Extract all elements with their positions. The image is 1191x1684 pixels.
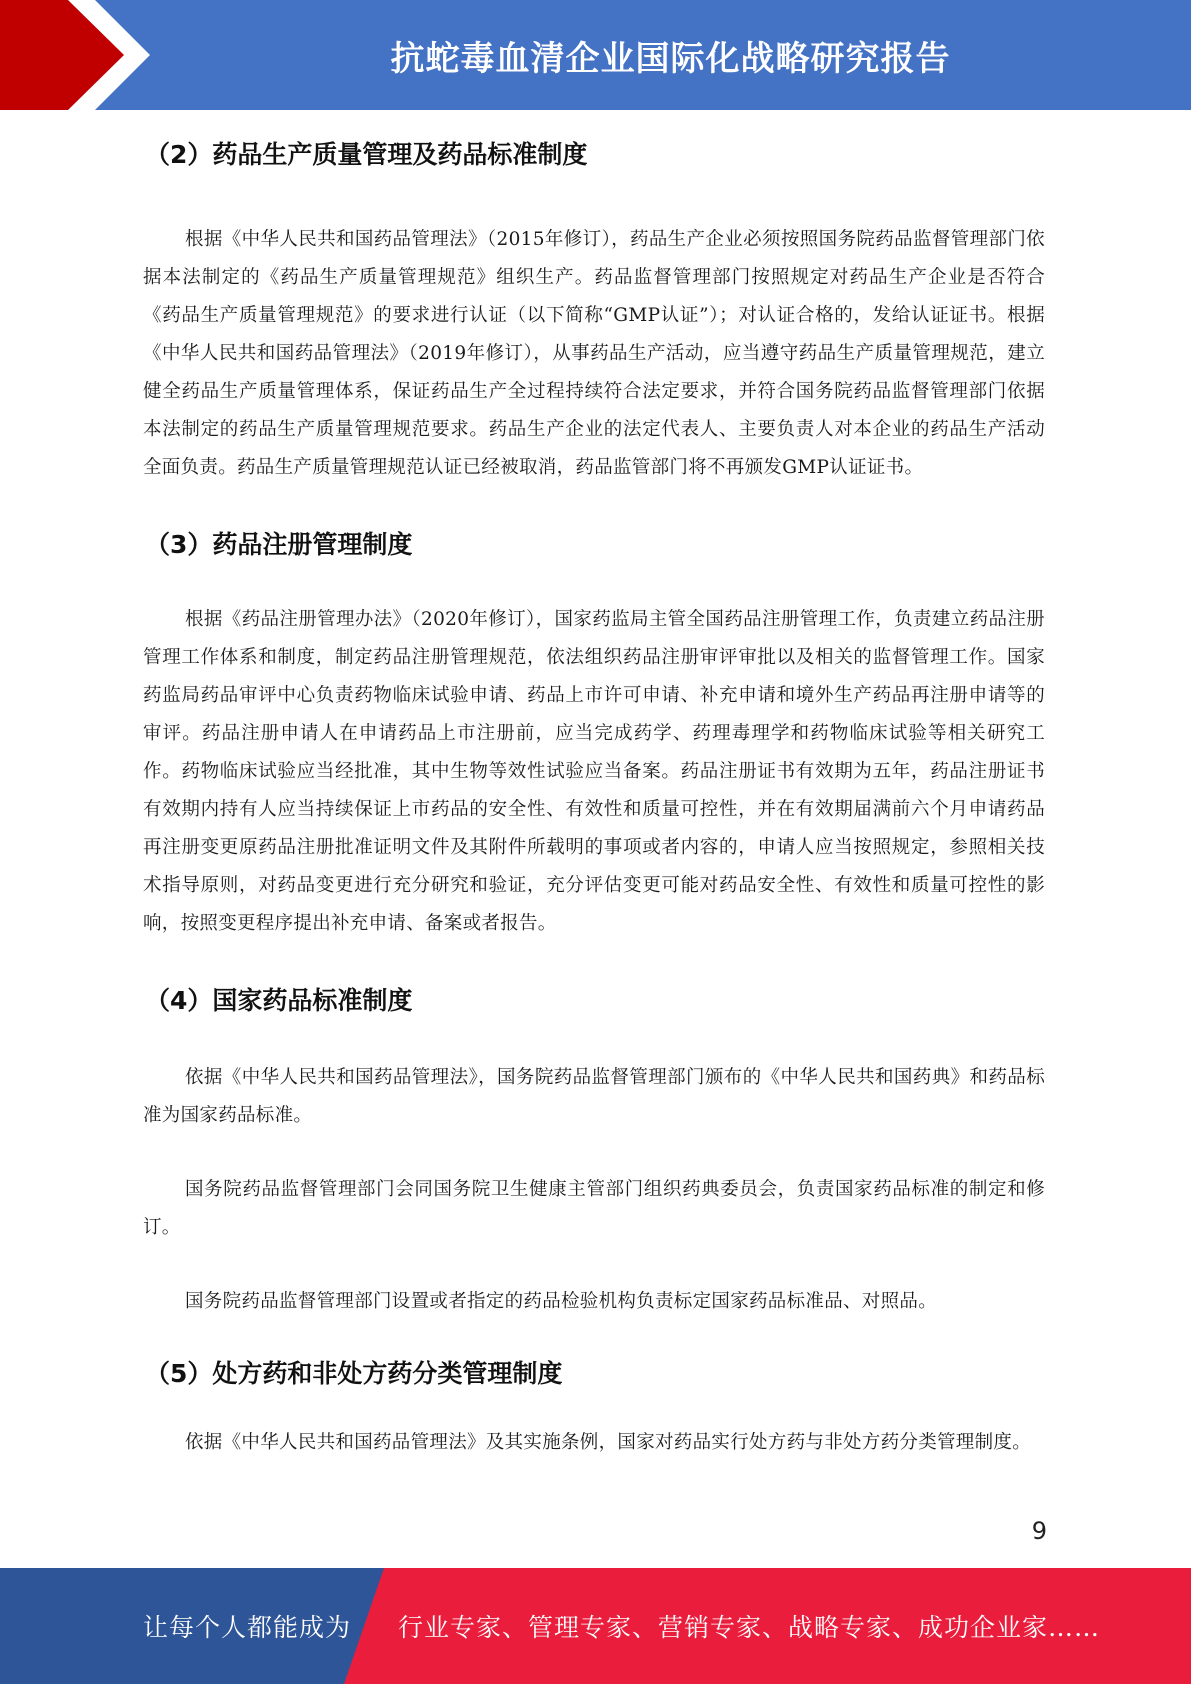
report-title: 抗蛇毒血清企业国际化战略研究报告 [390, 38, 951, 79]
section-heading-3: （3）药品注册管理制度 [145, 530, 413, 559]
section-heading-2: （2）药品生产质量管理及药品标准制度 [145, 140, 588, 169]
section-3-paragraph: 根据《药品注册管理办法》（2020年修订），国家药监局主管全国药品注册管理工作，负责建立药品注册管理工作体系和制度，制定药品注册管理规范，依法组织药品注册审评审批以及相关的监督管理工作。国家药监局药品审评中心负责药物临床试验申请、药品上市许可申请、补充申请和境外生产药品再注册申请等的审评。药品注册申请人在申请药品上市注册前，应当完成药学、药理毒理学和药物临床试验等相关研究工作。药物临床试验应当经批准，其中生物等效性试验应当备案。药品注册证书有效期为五年，药品注册证书有效期内持有人应当持续保证上市药品的安全性、有效性和质量可控性，并在有效期届满前六个月申请药品再注册变更原药品注册批准证明文件及其附件所载明的事项或者内容的，申请人应当按照规定，参照相关技术指导原则，对药品变更进行充分研究和验证，充分评估变更可能对药品安全性、有效性和质量可控性的影响，按照变更程序提出补充申请、备案或者报告。 [143, 609, 1045, 934]
footer-slogan-right: 行业专家、管理专家、营销专家、战略专家、成功企业家…… [398, 1613, 1101, 1642]
section-heading-4: （4）国家药品标准制度 [145, 986, 413, 1015]
footer-slogan-left: 让每个人都能成为 [143, 1613, 352, 1642]
header-chevron-decoration [0, 0, 160, 110]
section-4-paragraph-1: 依据《中华人民共和国药品管理法》，国务院药品监督管理部门颁布的《中华人民共和国药典》和药品标准为国家药品标准。 [143, 1067, 1045, 1126]
section-4-paragraph-3: 国务院药品监督管理部门设置或者指定的药品检验机构负责标定国家药品标准品、对照品。 [185, 1291, 938, 1312]
section-5-paragraph: 依据《中华人民共和国药品管理法》及其实施条例，国家对药品实行处方药与非处方药分类管理制度。 [185, 1432, 1032, 1453]
page-content [143, 125, 1045, 1462]
section-2-paragraph: 根据《中华人民共和国药品管理法》（2015年修订），药品生产企业必须按照国务院药品监督管理部门依据本法制定的《药品生产质量管理规范》组织生产。药品监督管理部门按照规定对药品生产企业是否符合《药品生产质量管理规范》的要求进行认证（以下简称“GMP认证”）；对认证合格的，发给认证证书。根据《中华人民共和国药品管理法》（2019年修订），从事药品生产活动，应当遵守药品生产质量管理规范，建立健全药品生产质量管理体系，保证药品生产全过程持续符合法定要求，并符合国务院药品监督管理部门依据本法制定的药品生产质量管理规范要求。药品生产企业的法定代表人、主要负责人对本企业的药品生产活动全面负责。药品生产质量管理规范认证已经被取消，药品监管部门将不再颁发GMP认证证书。 [143, 229, 1045, 478]
page-header [0, 0, 1191, 110]
section-heading-5: （5）处方药和非处方药分类管理制度 [145, 1359, 563, 1388]
page-footer [0, 1568, 1191, 1684]
section-4-paragraph-2: 国务院药品监督管理部门会同国务院卫生健康主管部门组织药典委员会，负责国家药品标准的制定和修订。 [143, 1179, 1045, 1238]
page-number: 9 [1031, 1517, 1047, 1545]
